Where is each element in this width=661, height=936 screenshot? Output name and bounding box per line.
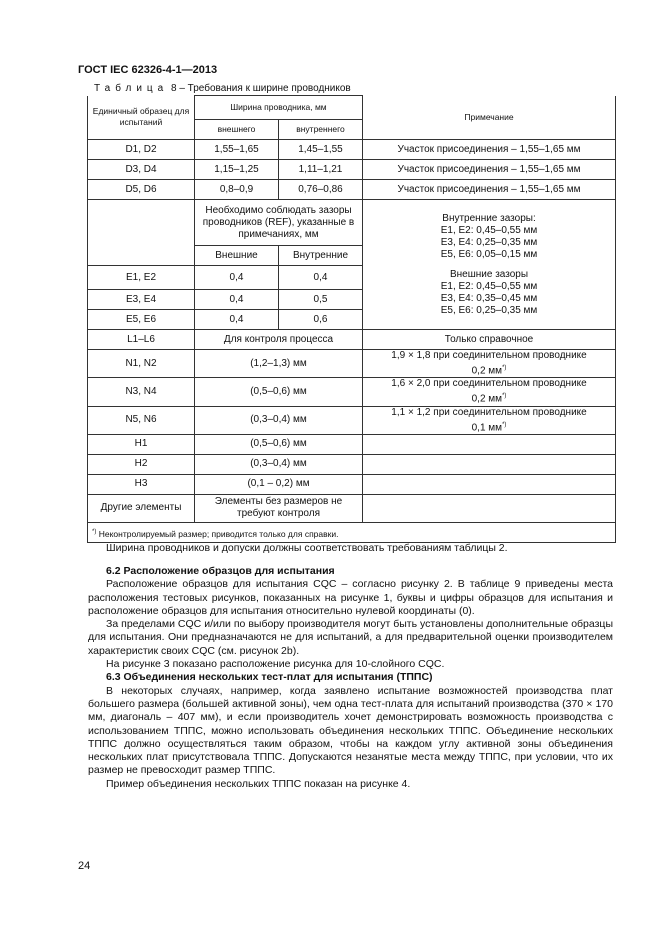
cell-value: (0,3–0,4) мм xyxy=(195,454,363,474)
table-caption xyxy=(94,83,351,94)
cell-note: Участок присоединения – 1,55–1,65 мм xyxy=(363,140,616,160)
table-row xyxy=(88,378,616,406)
header-inner: внутреннего xyxy=(279,120,363,140)
cell-value: (0,5–0,6) мм xyxy=(195,378,363,406)
footnote-mark: *) xyxy=(92,528,97,535)
cell-name: E3, E4 xyxy=(88,290,195,310)
cell-inner: 0,6 xyxy=(279,310,363,330)
table-caption-rest: 8 – Требования к ширине проводников xyxy=(171,83,351,94)
cell-name: E5, E6 xyxy=(88,310,195,330)
cell-value: Для контроля процесса xyxy=(195,330,363,350)
cell-name: H3 xyxy=(88,474,195,494)
table-row xyxy=(88,406,616,434)
header-sample: Единичный образец для испытаний xyxy=(88,96,195,140)
paragraph: В некоторых случаях, например, когда заявлено испытание возможностей производства плат большего размера (большей активной зоны), чем одна тест-плата для испытаний производства (370 × 170 мм, диагональ – 407 мм), и если производитель хочет демонстрировать возможность производства с использованием ТППС, можно использовать объединения нескольких ТППС. Объединение нескольких ТППС должно осуществляться таким образом, чтобы на каждом углу активной зоны объединения нескольких плат присутствовала ТППС. Допускаются незанятые места между ТППС, при условии, что их размер не превосходит размер ТППС. xyxy=(88,684,613,777)
table-row xyxy=(88,474,616,494)
paragraph: На рисунке 3 показано расположение рисунка для 10-слойного CQC. xyxy=(106,658,445,671)
cell-note xyxy=(363,434,616,454)
cell-note: Участок присоединения – 1,55–1,65 мм xyxy=(363,160,616,180)
cell-note xyxy=(363,378,616,406)
cell-name: N3, N4 xyxy=(88,378,195,406)
cell-inner: 0,4 xyxy=(279,266,363,290)
table-caption-word: Таблица xyxy=(94,83,169,94)
gap-note-inner-title: Внутренние зазоры: xyxy=(442,212,536,224)
cell-value: (1,2–1,3) мм xyxy=(195,350,363,378)
cell-note xyxy=(363,406,616,434)
paragraph: За пределами CQC и/или по выбору производителя могут быть установлены дополнительные образцы для испытания. Они предназначаются не для испытаний, а для предварительной оценки производителем характеристик своих CQC (см. рисунок 2b). xyxy=(88,618,613,657)
table-after-note: Ширина проводников и допуски должны соответствовать требованиям таблицы 2. xyxy=(106,542,508,554)
gap-empty-cell xyxy=(88,200,195,266)
cell-name: L1–L6 xyxy=(88,330,195,350)
cell-name: H2 xyxy=(88,454,195,474)
note-line: 0,2 мм*) xyxy=(471,393,507,405)
cell-value: (0,1 – 0,2) мм xyxy=(195,474,363,494)
cell-note xyxy=(363,494,616,522)
cell-value: (0,3–0,4) мм xyxy=(195,406,363,434)
header-note: Примечание xyxy=(363,96,616,140)
cell-note: Только справочное xyxy=(363,330,616,350)
cell-outer: 0,8–0,9 xyxy=(195,180,279,200)
page-number: 24 xyxy=(78,860,91,872)
cell-outer: 0,4 xyxy=(195,290,279,310)
cell-note xyxy=(363,454,616,474)
cell-name: Другие элементы xyxy=(88,494,195,522)
table-footnote: *) Неконтролируемый размер; приводится только для справки. xyxy=(88,522,616,542)
cell-note: Участок присоединения – 1,55–1,65 мм xyxy=(363,180,616,200)
gap-header-outer: Внешние xyxy=(195,246,279,266)
cell-value: Элементы без размеров не требуют контроля xyxy=(195,494,363,522)
body-text xyxy=(88,565,613,791)
cell-name: N5, N6 xyxy=(88,406,195,434)
footnote-mark: *) xyxy=(502,393,507,400)
footnote-mark: *) xyxy=(502,365,507,371)
table-row xyxy=(88,350,616,378)
table-row xyxy=(88,330,616,350)
cell-outer: 0,4 xyxy=(195,266,279,290)
cell-name: D1, D2 xyxy=(88,140,195,160)
section-heading: 6.2 Расположение образцов для испытания xyxy=(106,565,335,577)
header-outer: внешнего xyxy=(195,120,279,140)
section-heading: 6.3 Объединения нескольких тест-плат для испытания (ТППС) xyxy=(106,671,433,684)
note-line: 1,1 × 1,2 при соединительном проводнике xyxy=(391,406,587,418)
table-row xyxy=(88,180,616,200)
cell-name: E1, E2 xyxy=(88,266,195,290)
cell-name: N1, N2 xyxy=(88,350,195,378)
gap-note-line: E3, E4: 0,25–0,35 мм xyxy=(440,236,538,248)
table-row xyxy=(88,454,616,474)
gap-note-line: E1, E2: 0,45–0,55 мм xyxy=(440,224,538,236)
document-header: ГОСТ IEC 62326-4-1—2013 xyxy=(78,64,218,76)
cell-outer: 0,4 xyxy=(195,310,279,330)
gap-header-inner: Внутренние xyxy=(279,246,363,266)
gap-note-line: E3, E4: 0,35–0,45 мм xyxy=(440,292,538,304)
table-row xyxy=(88,140,616,160)
conductor-width-table xyxy=(87,95,616,543)
footnote-mark: *) xyxy=(502,421,507,428)
cell-outer: 1,55–1,65 xyxy=(195,140,279,160)
cell-name: D3, D4 xyxy=(88,160,195,180)
cell-value: (0,5–0,6) мм xyxy=(195,434,363,454)
table-row xyxy=(88,434,616,454)
cell-inner: 0,5 xyxy=(279,290,363,310)
note-line: 0,2 мм*) xyxy=(471,365,507,377)
paragraph: Расположение образцов для испытания CQC – согласно рисунку 2. В таблице 9 приведены места расположения тестовых рисунков, показанных на рисунке 1, буквы и цифры образцов для испытания и расположение образцов для испытания относительно нулевой координаты (0). xyxy=(88,578,613,617)
gap-note-line: E1, E2: 0,45–0,55 мм xyxy=(440,280,538,292)
cell-inner: 0,76–0,86 xyxy=(279,180,363,200)
note-line: 0,1 мм*) xyxy=(471,421,507,433)
table-row xyxy=(88,494,616,522)
gap-header-title: Необходимо соблюдать зазоры проводников (REF), указанные в примечаниях, мм xyxy=(195,200,363,246)
header-width-group: Ширина проводника, мм xyxy=(195,96,363,120)
cell-note xyxy=(363,474,616,494)
gap-note-outer-title: Внешние зазоры xyxy=(449,268,529,280)
cell-inner: 1,11–1,21 xyxy=(279,160,363,180)
paragraph: Пример объединения нескольких ТППС показан на рисунке 4. xyxy=(106,777,411,790)
cell-inner: 1,45–1,55 xyxy=(279,140,363,160)
cell-outer: 1,15–1,25 xyxy=(195,160,279,180)
gap-note-line: E5, E6: 0,05–0,15 мм xyxy=(440,248,538,260)
gap-note-line: E5, E6: 0,25–0,35 мм xyxy=(440,304,538,316)
table-row xyxy=(88,160,616,180)
cell-name: D5, D6 xyxy=(88,180,195,200)
cell-note xyxy=(363,350,616,378)
cell-name: H1 xyxy=(88,434,195,454)
gap-note-cell xyxy=(363,200,616,330)
note-line: 1,9 × 1,8 при соединительном проводнике xyxy=(391,350,587,361)
note-line: 1,6 × 2,0 при соединительном проводнике xyxy=(391,378,587,390)
